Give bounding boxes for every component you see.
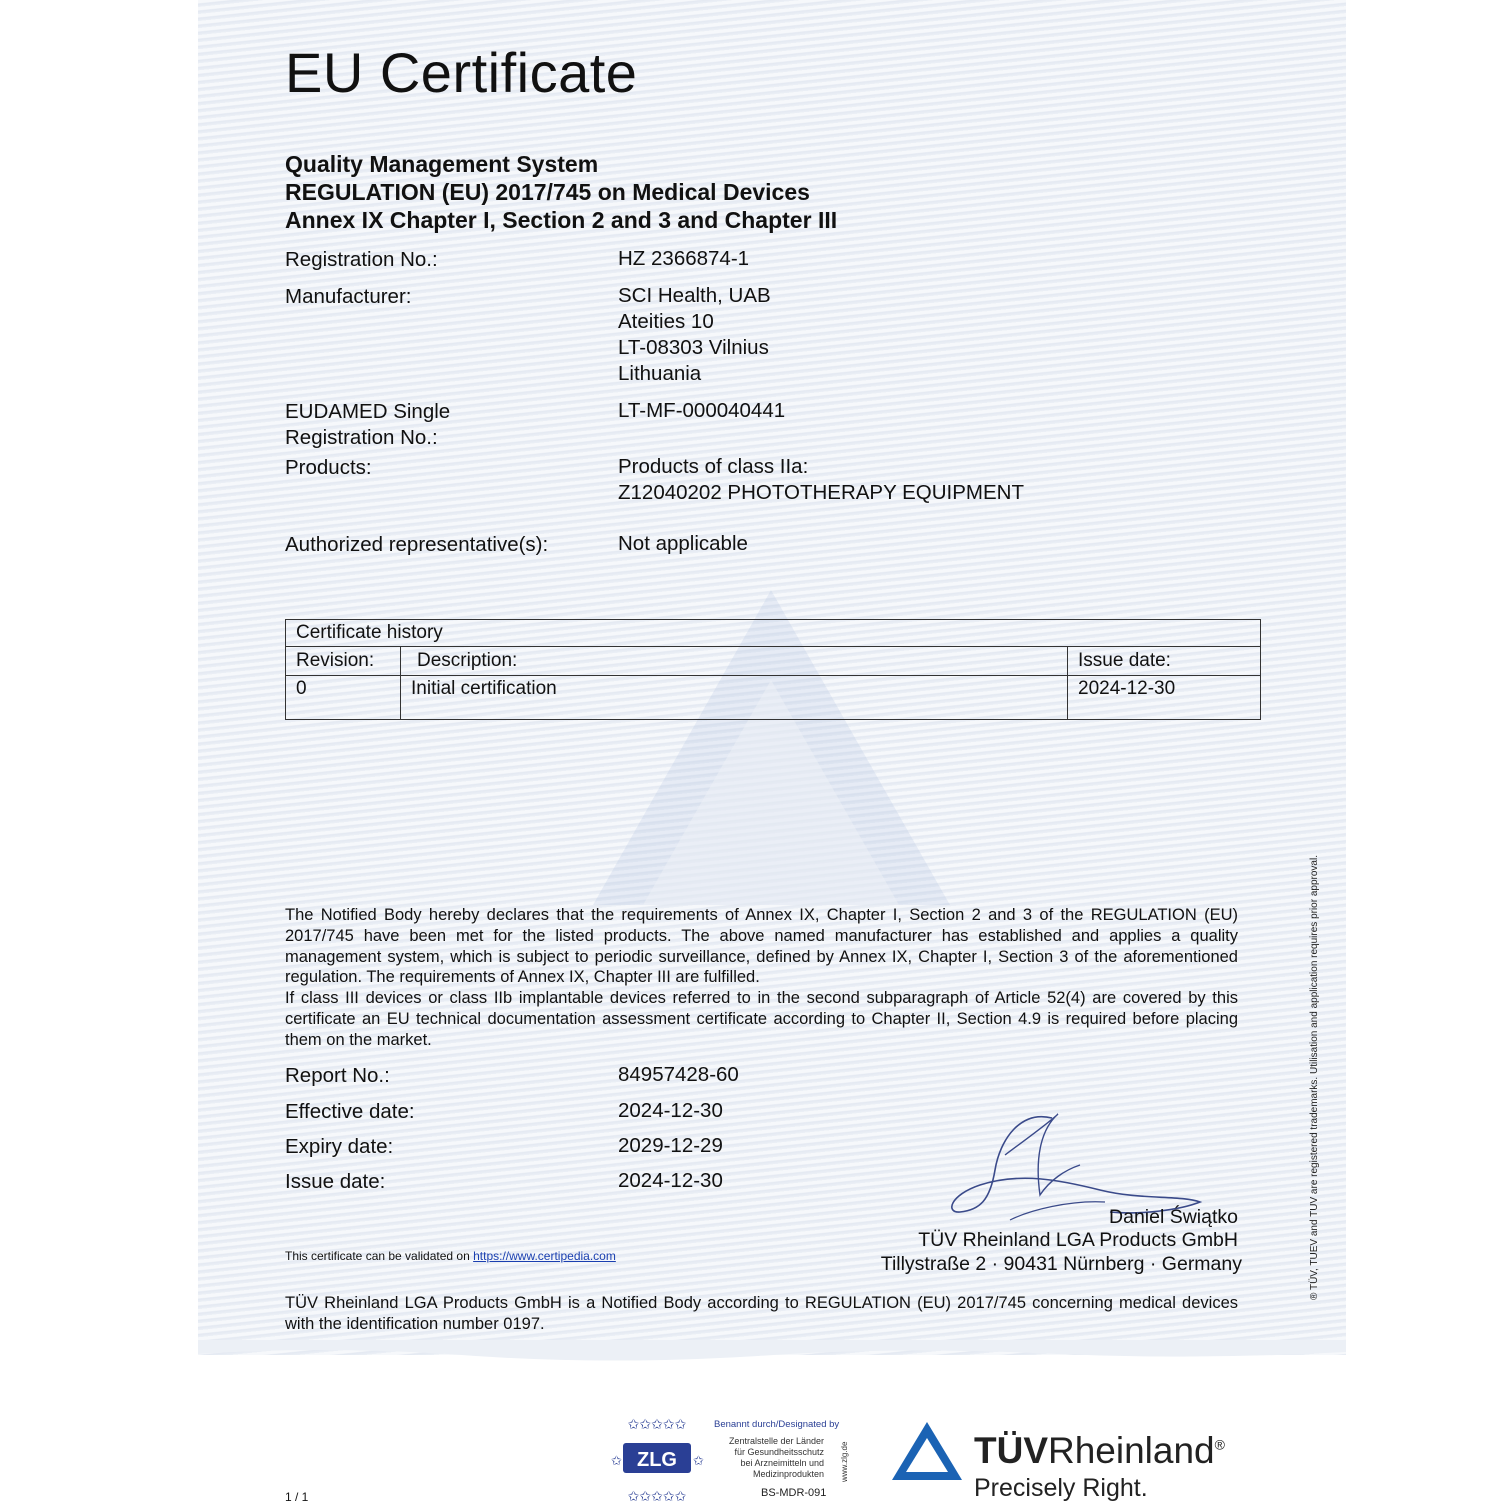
zlg-star-top: ✩✩✩✩✩	[627, 1417, 687, 1433]
eudamed-label-2: Registration No.:	[285, 426, 438, 449]
history-date: 2024-12-30	[1068, 676, 1261, 720]
manufacturer-line: LT-08303 Vilnius	[618, 336, 769, 359]
zlg-line: Medizinprodukten	[752, 1469, 824, 1479]
eudamed-label-1: EUDAMED Single	[285, 400, 451, 423]
zlg-designated-by: Benannt durch/Designated by	[714, 1419, 840, 1430]
manufacturer-label: Manufacturer:	[285, 285, 412, 308]
report-no-label: Report No.:	[285, 1064, 390, 1087]
history-description: Initial certification	[401, 676, 1068, 720]
page-title: EU Certificate	[285, 41, 638, 104]
zlg-line: Zentralstelle der Länder	[728, 1436, 824, 1446]
manufacturer-line: SCI Health, UAB	[618, 284, 771, 307]
signatory-address: Tillystraße 2 · 90431 Nürnberg · Germany	[880, 1253, 1242, 1275]
declaration-paragraph-1: The Notified Body hereby declares that the requirements of Annex IX, Chapter I, Section 2 and 3 of the REGULATION (EU) 2017/745 have been met for the listed products. The above named manufacturer has established and applies a quality management system, which is subject to periodic surveillance, defined by Annex IX, Chapter I, Section 3 of the aforementioned regulation. The requirements of Annex IX, Chapter III are fulfilled.	[285, 906, 1238, 987]
history-header-description: Description:	[401, 647, 1068, 676]
report-no-value: 84957428-60	[618, 1063, 739, 1086]
zlg-star-bottom: ✩✩✩✩✩	[627, 1489, 687, 1503]
zlg-logo	[603, 1413, 711, 1503]
expiry-date-label: Expiry date:	[285, 1135, 394, 1158]
heading-line-1: Quality Management System	[285, 151, 599, 177]
signatory-company: TÜV Rheinland LGA Products GmbH	[918, 1229, 1238, 1251]
issue-date-value: 2024-12-30	[618, 1169, 723, 1192]
authorized-label: Authorized representative(s):	[285, 533, 549, 556]
page-number: 1 / 1	[285, 1490, 309, 1504]
manufacturer-line: Lithuania	[618, 362, 702, 385]
heading-line-2: REGULATION (EU) 2017/745 on Medical Devices	[285, 179, 810, 205]
expiry-date-value: 2029-12-29	[618, 1134, 723, 1157]
certificate-history-table	[285, 619, 1261, 720]
products-label: Products:	[285, 456, 372, 479]
signatory-name: Daniel Świątko	[1109, 1206, 1238, 1228]
tuv-brand	[974, 1430, 1225, 1472]
zlg-line: bei Arzneimitteln und	[740, 1458, 824, 1468]
tuv-triangle-logo	[890, 1420, 965, 1482]
history-header-revision: Revision:	[286, 647, 401, 676]
validation-note	[285, 1249, 616, 1263]
zlg-line: für Gesundheitsschutz	[734, 1447, 824, 1457]
history-header-date: Issue date:	[1068, 647, 1261, 676]
zlg-url: www.zlg.de	[840, 1441, 849, 1482]
table-row	[286, 676, 1261, 720]
notified-body-statement: TÜV Rheinland LGA Products GmbH is a Notified Body according to REGULATION (EU) 2017/745 concerning medical devices with the identification number 0197.	[285, 1294, 1238, 1333]
zlg-code: BS-MDR-091	[761, 1487, 827, 1499]
registered-mark: ®	[1214, 1436, 1225, 1453]
heading-line-3: Annex IX Chapter I, Section 2 and 3 and Chapter III	[285, 207, 838, 233]
zlg-address-block	[714, 1436, 824, 1480]
effective-date-value: 2024-12-30	[618, 1099, 723, 1122]
tuv-brand-bold: TÜV	[974, 1430, 1048, 1471]
validation-text: This certificate can be validated on	[285, 1249, 474, 1263]
authorized-value: Not applicable	[618, 532, 748, 555]
trademark-side-note: ® TÜV, TUEV and TUV are registered trademarks. Utilisation and application requires prior approval.	[1309, 855, 1320, 1300]
issue-date-label: Issue date:	[285, 1170, 386, 1193]
tuv-brand-regular: Rheinland	[1048, 1430, 1215, 1471]
history-title: Certificate history	[286, 620, 1261, 647]
tuv-tagline: Precisely Right.	[974, 1474, 1148, 1502]
zlg-logo-text: ZLG	[637, 1449, 677, 1471]
registration-value: HZ 2366874-1	[618, 247, 750, 270]
declaration-paragraph-2: If class III devices or class IIb implantable devices referred to in the second subparagraph of Article 52(4) are covered by this certificate an EU technical documentation assessment certificate according to Chapter II, Section 4.9 is required before placing them on the market.	[285, 989, 1238, 1049]
certipedia-link[interactable]: https://www.certipedia.com	[473, 1249, 616, 1263]
zlg-star-right: ✩	[693, 1454, 704, 1469]
eudamed-value: LT-MF-000040441	[618, 399, 786, 422]
effective-date-label: Effective date:	[285, 1100, 415, 1123]
products-line-1: Products of class IIa:	[618, 455, 809, 478]
products-line-2: Z12040202 PHOTOTHERAPY EQUIPMENT	[618, 481, 1024, 504]
zlg-star-left: ✩	[611, 1454, 622, 1469]
registration-label: Registration No.:	[285, 248, 438, 271]
manufacturer-line: Ateities 10	[618, 310, 714, 333]
history-revision: 0	[286, 676, 401, 720]
sheet-wavy-edge	[198, 1340, 1346, 1370]
